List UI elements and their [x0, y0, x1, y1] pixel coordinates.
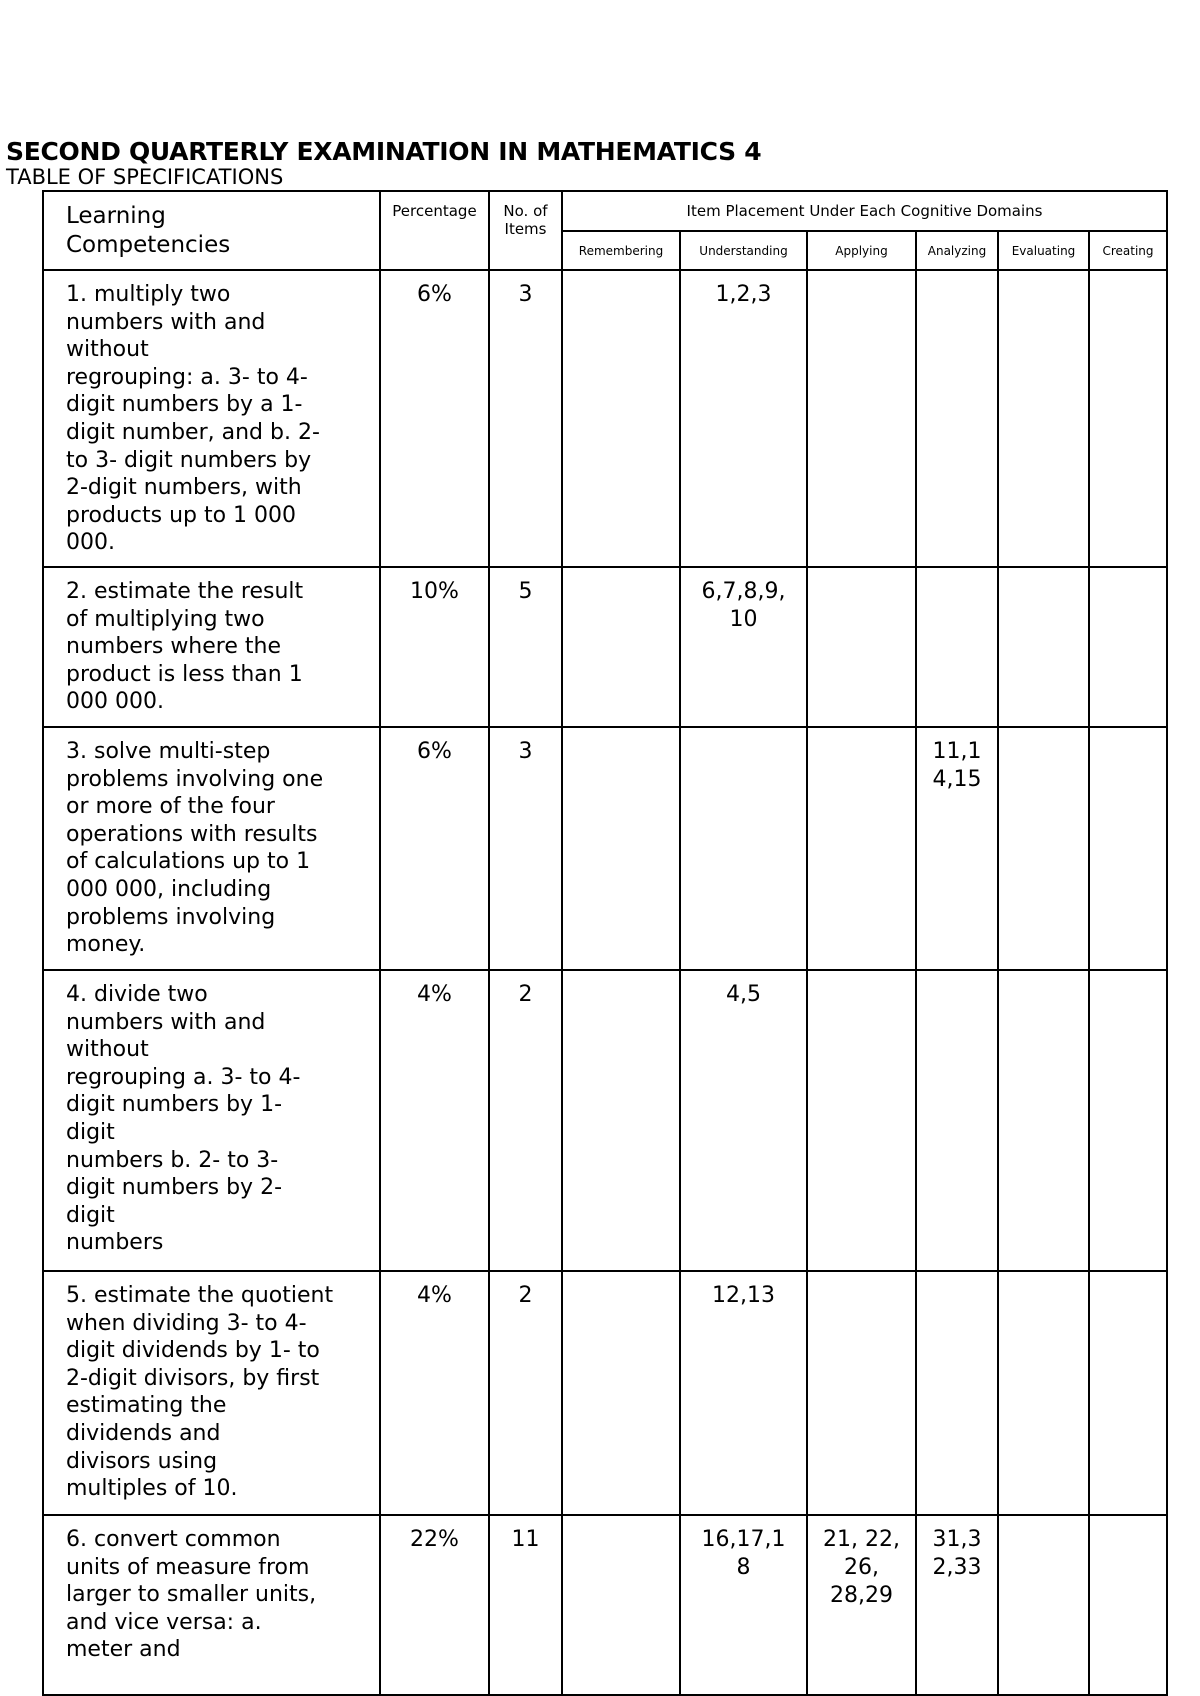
competency-line: without — [66, 337, 149, 363]
competency-line: numbers where the — [66, 634, 281, 660]
competency-line: or more of the four — [66, 794, 275, 820]
competency-cell — [43, 970, 380, 1271]
item-numbers: 26, — [844, 1555, 879, 1580]
competency-line: 000 000. — [66, 689, 164, 715]
evaluating-placement-cell — [998, 970, 1089, 1271]
competency-line: 2-digit numbers, with — [66, 475, 302, 501]
competency-line: digit numbers by 1- — [66, 1092, 283, 1118]
item-numbers: 4,15 — [932, 767, 982, 792]
competency-cell — [43, 1515, 380, 1695]
competency-line: without — [66, 1037, 149, 1063]
applying-placement-cell — [807, 727, 916, 970]
item-numbers: 21, 22, — [823, 1527, 900, 1552]
creating-placement-cell — [1089, 1515, 1167, 1695]
analyzing-placement-cell — [916, 567, 998, 727]
specifications-table — [42, 190, 1168, 1696]
item-numbers: 16,17,1 — [701, 1527, 786, 1552]
competency-line: 4. divide two — [66, 982, 208, 1007]
table-row — [43, 567, 1167, 727]
header-learning-competencies: Learning Competencies — [43, 191, 380, 270]
item-numbers: 6,7,8,9, — [701, 579, 786, 604]
items-count-cell: 5 — [489, 567, 562, 727]
understanding-placement-cell — [680, 727, 807, 970]
remembering-placement-cell — [562, 567, 680, 727]
understanding-placement-cell — [680, 1515, 807, 1695]
applying-placement-cell — [807, 1271, 916, 1515]
item-numbers: 4,5 — [726, 982, 761, 1007]
competency-line: dividends and — [66, 1420, 221, 1446]
competency-line: digit dividends by 1- to — [66, 1338, 320, 1364]
competency-line: numbers b. 2- to 3- — [66, 1147, 279, 1173]
item-numbers: 10 — [729, 607, 758, 632]
table-body — [43, 270, 1167, 1695]
analyzing-placement-cell — [916, 727, 998, 970]
remembering-placement-cell — [562, 270, 680, 567]
percentage-cell: 4% — [380, 1271, 489, 1515]
analyzing-placement-cell — [916, 970, 998, 1271]
percentage-cell: 4% — [380, 970, 489, 1271]
competency-cell — [43, 727, 380, 970]
competency-line: estimating the — [66, 1393, 227, 1419]
percentage-cell: 6% — [380, 270, 489, 567]
header-cognitive-domains: Item Placement Under Each Cognitive Domains — [562, 191, 1167, 231]
understanding-placement-cell — [680, 1271, 807, 1515]
competency-line: numbers with and — [66, 1009, 266, 1035]
header-understanding: Understanding — [680, 231, 807, 270]
item-numbers: 28,29 — [830, 1583, 893, 1608]
percentage-cell: 10% — [380, 567, 489, 727]
creating-placement-cell — [1089, 1271, 1167, 1515]
competency-cell — [43, 1271, 380, 1515]
competency-line: to 3- digit numbers by — [66, 447, 312, 473]
competency-line: 000. — [66, 530, 115, 556]
competency-line: 000 000, including — [66, 876, 272, 902]
competency-line: digit numbers by 2- — [66, 1175, 283, 1201]
header-analyzing: Analyzing — [916, 231, 998, 270]
analyzing-placement-cell — [916, 270, 998, 567]
table-row — [43, 270, 1167, 567]
competency-line: numbers with and — [66, 309, 266, 335]
item-numbers: 12,13 — [712, 1283, 775, 1308]
competency-line: money. — [66, 932, 146, 958]
evaluating-placement-cell — [998, 567, 1089, 727]
page-subtitle: TABLE OF SPECIFICATIONS — [6, 165, 284, 189]
competency-line: problems involving one — [66, 766, 324, 792]
competency-line: digit — [66, 1202, 115, 1228]
understanding-placement-cell — [680, 970, 807, 1271]
competency-line: product is less than 1 — [66, 661, 303, 687]
percentage-cell: 22% — [380, 1515, 489, 1695]
table-row — [43, 1271, 1167, 1515]
items-count-cell: 2 — [489, 970, 562, 1271]
competency-line: of multiplying two — [66, 606, 265, 632]
competency-line: 1. multiply two — [66, 282, 231, 307]
header-evaluating: Evaluating — [998, 231, 1089, 270]
understanding-placement-cell — [680, 270, 807, 567]
analyzing-placement-cell — [916, 1271, 998, 1515]
items-count-cell: 3 — [489, 270, 562, 567]
items-count-cell: 2 — [489, 1271, 562, 1515]
competency-line: regrouping: a. 3- to 4- — [66, 364, 308, 390]
creating-placement-cell — [1089, 567, 1167, 727]
competency-line: and vice versa: a. — [66, 1609, 262, 1635]
header-percentage: Percentage — [380, 191, 489, 270]
competency-line: 2-digit divisors, by first — [66, 1365, 320, 1391]
remembering-placement-cell — [562, 1515, 680, 1695]
competency-line: 3. solve multi-step — [66, 739, 271, 764]
creating-placement-cell — [1089, 970, 1167, 1271]
table-row — [43, 970, 1167, 1271]
item-numbers: 8 — [736, 1555, 751, 1580]
items-count-cell: 11 — [489, 1515, 562, 1695]
competency-line: 2. estimate the result — [66, 579, 304, 604]
competency-line: digit — [66, 1119, 115, 1145]
understanding-placement-cell — [680, 567, 807, 727]
items-count-cell: 3 — [489, 727, 562, 970]
competency-line: digit numbers by a 1- — [66, 392, 303, 418]
evaluating-placement-cell — [998, 1515, 1089, 1695]
competency-line: meter and — [66, 1637, 181, 1663]
header-no-of-items: No. of Items — [489, 191, 562, 270]
competency-line: numbers — [66, 1230, 164, 1256]
remembering-placement-cell — [562, 970, 680, 1271]
competency-cell — [43, 270, 380, 567]
competency-line: problems involving — [66, 904, 276, 930]
header-creating: Creating — [1089, 231, 1167, 270]
creating-placement-cell — [1089, 270, 1167, 567]
competency-line: 6. convert common — [66, 1527, 281, 1552]
header-row-top — [43, 191, 1167, 231]
competency-line: multiples of 10. — [66, 1476, 238, 1502]
competency-line: 5. estimate the quotient — [66, 1283, 334, 1308]
competency-line: of calculations up to 1 — [66, 849, 311, 875]
remembering-placement-cell — [562, 727, 680, 970]
table-row — [43, 727, 1167, 970]
evaluating-placement-cell — [998, 270, 1089, 567]
competency-line: divisors using — [66, 1448, 218, 1474]
competency-line: products up to 1 000 — [66, 502, 297, 528]
competency-cell — [43, 567, 380, 727]
header-remembering: Remembering — [562, 231, 680, 270]
item-numbers: 11,1 — [932, 739, 982, 764]
evaluating-placement-cell — [998, 727, 1089, 970]
applying-placement-cell — [807, 970, 916, 1271]
header-applying: Applying — [807, 231, 916, 270]
creating-placement-cell — [1089, 727, 1167, 970]
analyzing-placement-cell — [916, 1515, 998, 1695]
competency-line: units of measure from — [66, 1554, 310, 1580]
remembering-placement-cell — [562, 1271, 680, 1515]
page-title: SECOND QUARTERLY EXAMINATION IN MATHEMATICS 4 — [6, 137, 762, 166]
competency-line: larger to smaller units, — [66, 1582, 317, 1608]
table-row — [43, 1515, 1167, 1695]
item-numbers: 1,2,3 — [715, 282, 772, 307]
competency-line: operations with results — [66, 821, 318, 847]
applying-placement-cell — [807, 270, 916, 567]
competency-line: digit number, and b. 2- — [66, 419, 320, 445]
competency-line: regrouping a. 3- to 4- — [66, 1064, 301, 1090]
applying-placement-cell — [807, 567, 916, 727]
item-numbers: 2,33 — [932, 1555, 982, 1580]
percentage-cell: 6% — [380, 727, 489, 970]
evaluating-placement-cell — [998, 1271, 1089, 1515]
applying-placement-cell — [807, 1515, 916, 1695]
competency-line: when dividing 3- to 4- — [66, 1310, 307, 1336]
item-numbers: 31,3 — [932, 1527, 982, 1552]
